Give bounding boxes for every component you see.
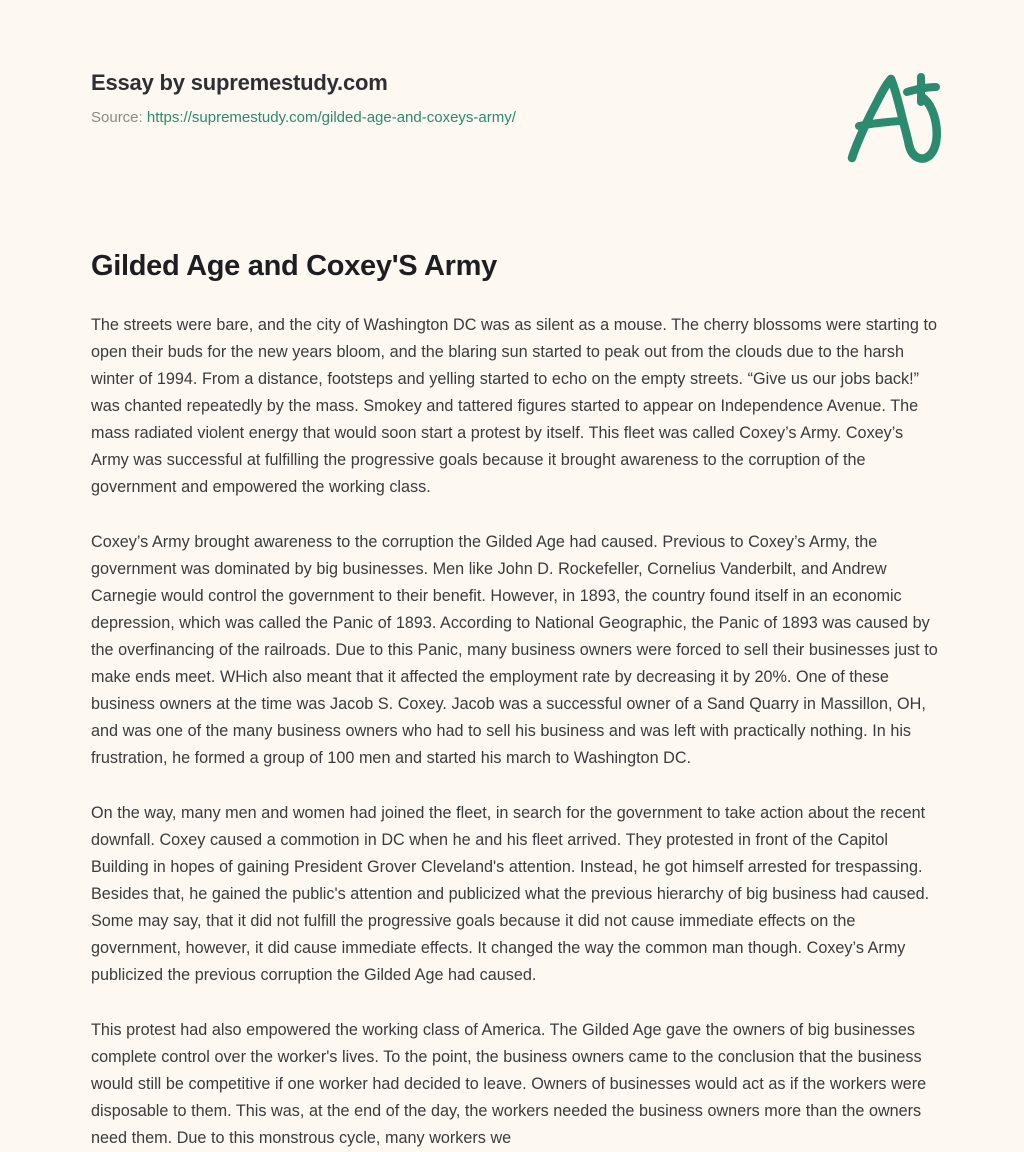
brand-block [91, 69, 516, 128]
page-header [0, 0, 1024, 200]
source-url-link[interactable]: https://supremestudy.com/gilded-age-and-coxeys-army/ [146, 109, 516, 126]
body-paragraph: The streets were bare, and the city of Washington DC was as silent as a mouse. The cherry blossoms were starting to open their buds for the new years bloom, and the blaring sun started to peak out from the clouds due to the harsh winter of 1994. From a distance, footsteps and yelling started to echo on the empty streets. “Give us our jobs back!” was chanted repeatedly by the mass. Smokey and tattered figures started to appear on Independence Avenue. The mass radiated violent energy that would soon start a protest by itself. This fleet was called Coxey’s Army. Coxey’s Army was successful at fulfilling the progressive goals because it brought awareness to the corruption of the government and empowered the working class. [91, 316, 938, 496]
body-paragraph: On the way, many men and women had joined the fleet, in search for the government to take action about the recent downfall. Coxey caused a commotion in DC when he and his fleet arrived. They protested in front of the Capitol Building in hopes of gaining President Grover Cleveland's attention. Instead, he got himself arrested for trespassing. Besides that, he gained the public's attention and publicized what the previous hierarchy of big business had caused. Some may say, that it did not fulfill the progressive goals because it did not cause immediate effects on the government, however, it did cause immediate effects. It changed the way the common man though. Coxey’s Army publicized the previous corruption the Gilded Age had caused. [91, 804, 930, 984]
source-line [91, 108, 516, 128]
source-label: Source: [91, 109, 143, 126]
body-paragraph: Coxey’s Army brought awareness to the corruption the Gilded Age had caused. Previous to Coxey’s Army, the government was dominated by big businesses. Men like John D. Rockefeller, Cornelius Vanderbilt, and Andrew Carnegie would control the government to their benefit. However, in 1893, the country found itself in an economic depression, which was called the Panic of 1893. According to National Geographic, the Panic of 1893 was caused by the overfinancing of the railroads. Due to this Panic, many business owners were forced to sell their businesses just to make ends meet. WHich also meant that it affected the employment rate by decreasing it by 20%. One of these business owners at the time was Jacob S. Coxey. Jacob was a successful owner of a Sand Quarry in Massillon, OH, and was one of the many business owners who had to sell his business and was left with practically nothing. In his frustration, he formed a group of 100 men and started his march to Washington DC. [91, 533, 938, 767]
a-plus-logo-icon [837, 66, 949, 170]
article [91, 247, 943, 1152]
body-paragraph: This protest had also empowered the working class of America. The Gilded Age gave the owners of big businesses complete control over the worker's lives. To the point, the business owners came to the conclusion that the business would still be competitive if one worker had decided to leave. Owners of businesses would act as if the workers were disposable to them. This was, at the end of the day, the workers needed the business owners more than the owners need them. Due to this monstrous cycle, many workers we [91, 1021, 927, 1147]
page-title: Gilded Age and Coxey'S Army [91, 250, 497, 282]
brand-title: Essay by supremestudy.com [91, 70, 388, 95]
essay-body [91, 312, 943, 1152]
